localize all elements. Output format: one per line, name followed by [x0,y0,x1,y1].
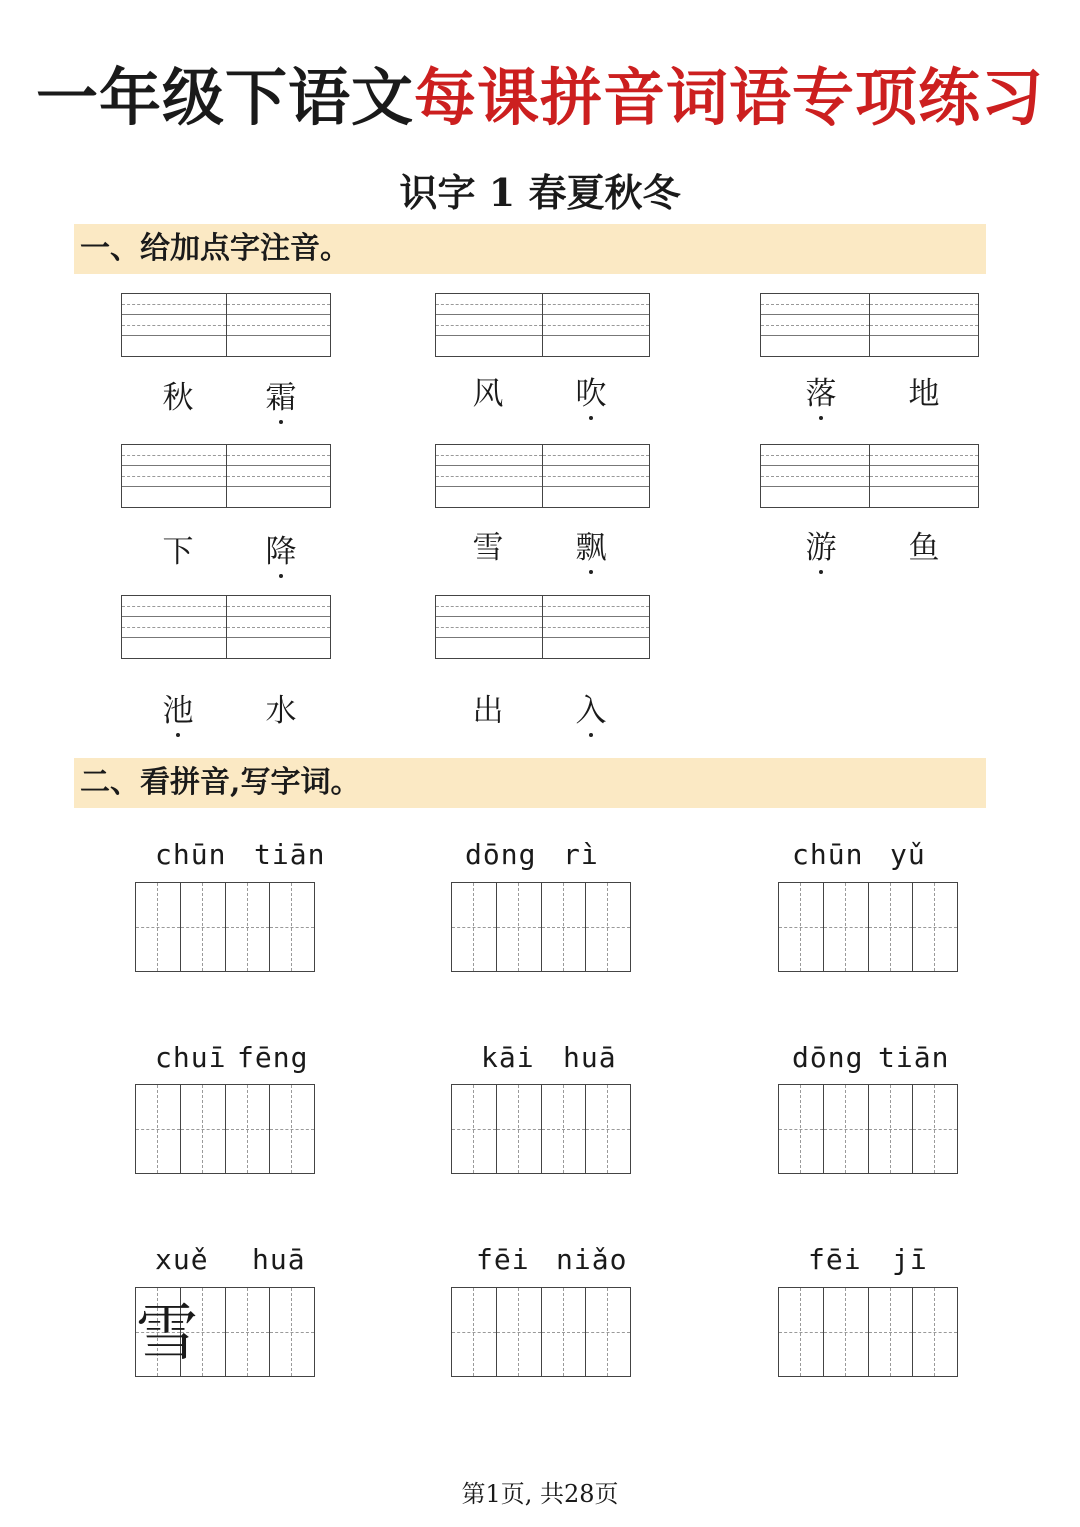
pinyin-box[interactable] [435,444,650,508]
word-char: 下 [162,534,194,570]
writing-grid[interactable] [451,1084,631,1174]
pinyin-2: huā [563,1041,617,1074]
pinyin-2: tiān [878,1041,950,1074]
lesson-title: 识字 1 春夏秋冬 [399,170,681,215]
dotted-char: 池 [153,691,203,731]
dotted-char: 降 [256,532,306,572]
writing-grid[interactable] [778,1084,958,1174]
title-grade: 一年级下语文 [35,61,414,134]
pinyin-1: chūn [155,838,227,871]
dotted-char: 落 [796,374,846,414]
word-char: 地 [908,376,940,412]
pinyin-1: fēi [808,1243,862,1276]
word-char: 风 [472,376,504,412]
pinyin-box[interactable] [435,595,650,659]
pinyin-2: jī [892,1243,928,1276]
writing-grid[interactable] [135,1084,315,1174]
pinyin-1: chūn [792,838,864,871]
pinyin-box[interactable] [760,444,979,508]
pinyin-1: chuī [155,1041,227,1074]
word-char: 秋 [162,380,194,416]
writing-grid[interactable] [135,882,315,972]
worksheet-title [0,58,1080,138]
pinyin-1: fēi [476,1243,530,1276]
pinyin-2: rì [563,838,599,871]
writing-grid[interactable] [451,1287,631,1377]
pinyin-2: yǔ [890,838,926,871]
dotted-char: 吹 [566,374,616,414]
dotted-char: 霜 [256,378,306,418]
dotted-char: 飘 [566,528,616,568]
writing-grid[interactable] [135,1287,315,1377]
word-char: 出 [472,693,504,729]
pinyin-1: dōng [465,838,537,871]
written-answer: 雪 [136,1296,199,1369]
pinyin-box[interactable] [760,293,979,357]
pinyin-1: kāi [481,1041,535,1074]
writing-grid[interactable] [451,882,631,972]
pinyin-2: niǎo [556,1243,628,1276]
word-char: 水 [265,693,297,729]
pinyin-box[interactable] [121,444,331,508]
section1-heading: 一、给加点字注音。 [74,224,986,274]
word-char: 雪 [472,530,504,566]
pinyin-1: xuě [155,1243,209,1276]
word-char: 鱼 [908,530,940,566]
writing-grid[interactable] [778,882,958,972]
dotted-char: 入 [566,691,616,731]
pinyin-box[interactable] [121,595,331,659]
writing-grid[interactable] [778,1287,958,1377]
pinyin-2: tiān [254,838,326,871]
pinyin-box[interactable] [435,293,650,357]
page-number: 第1页, 共28页 [461,1480,619,1508]
pinyin-2: fēng [237,1041,309,1074]
title-topic: 每课拼音词语专项练习 [414,61,1045,134]
pinyin-2: huā [252,1243,306,1276]
pinyin-1: dōng [792,1041,864,1074]
pinyin-box[interactable] [121,293,331,357]
section2-heading: 二、看拼音,写字词。 [74,758,986,808]
dotted-char: 游 [796,528,846,568]
